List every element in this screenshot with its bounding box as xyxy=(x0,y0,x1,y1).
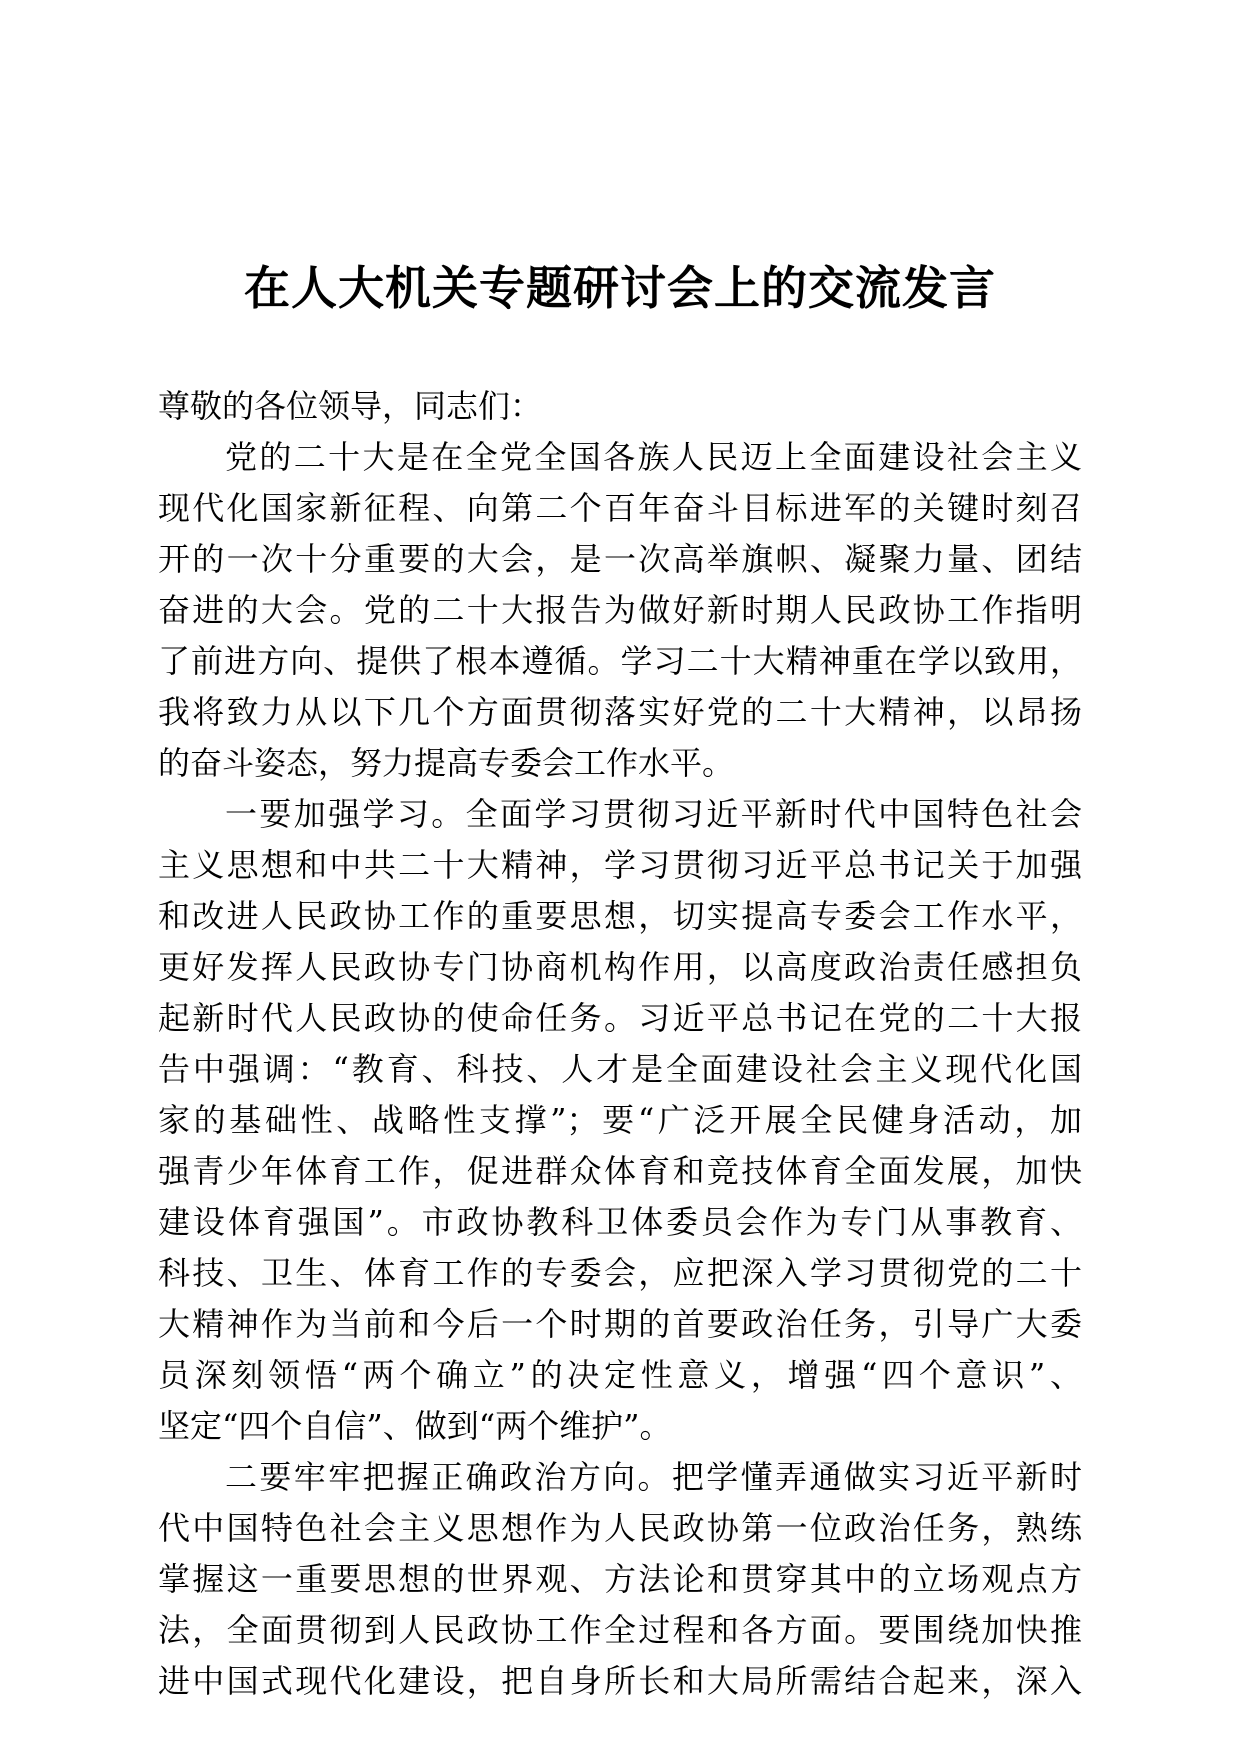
paragraph-line: 了前进方向、提供了根本遵循。学习二十大精神重在学以致用， xyxy=(158,642,1082,680)
paragraph-line: 一要加强学习。全面学习贯彻习近平新时代中国特色社会 xyxy=(225,795,1082,833)
paragraph-line: 的奋斗姿态，努力提高专委会工作水平。 xyxy=(158,744,735,782)
paragraph-line: 掌握这一重要思想的世界观、方法论和贯穿其中的立场观点方 xyxy=(158,1560,1082,1598)
paragraph-2 xyxy=(158,789,1082,1452)
paragraph-line: 开的一次十分重要的大会，是一次高举旗帜、凝聚力量、团结 xyxy=(158,540,1082,578)
paragraph-line: 家的基础性、战略性支撑”；要“广泛开展全民健身活动，加 xyxy=(158,1101,1082,1139)
paragraph-line: 二要牢牢把握正确政治方向。把学懂弄通做实习近平新时 xyxy=(225,1458,1082,1496)
paragraph-line: 更好发挥人民政协专门协商机构作用，以高度政治责任感担负 xyxy=(158,948,1082,986)
paragraph-line: 坚定“四个自信”、做到“两个维护”。 xyxy=(158,1407,672,1445)
paragraph-line: 和改进人民政协工作的重要思想，切实提高专委会工作水平， xyxy=(158,897,1082,935)
paragraph-line: 法，全面贯彻到人民政协工作全过程和各方面。要围绕加快推 xyxy=(158,1611,1082,1649)
paragraph-3 xyxy=(158,1452,1082,1707)
paragraph-line: 奋进的大会。党的二十大报告为做好新时期人民政协工作指明 xyxy=(158,591,1082,629)
paragraph-1 xyxy=(158,432,1082,789)
paragraph-line: 科技、卫生、体育工作的专委会，应把深入学习贯彻党的二十 xyxy=(158,1254,1082,1292)
paragraph-line: 代中国特色社会主义思想作为人民政协第一位政治任务，熟练 xyxy=(158,1509,1082,1547)
document-title: 在人大机关专题研讨会上的交流发言 xyxy=(244,261,996,315)
paragraph-line: 大精神作为当前和今后一个时期的首要政治任务，引导广大委 xyxy=(158,1305,1082,1343)
paragraph-line: 建设体育强国”。市政协教科卫体委员会作为专门从事教育、 xyxy=(158,1203,1082,1241)
paragraph-line: 员深刻领悟“两个确立”的决定性意义，增强“四个意识”、 xyxy=(158,1356,1082,1394)
paragraph-line: 进中国式现代化建设，把自身所长和大局所需结合起来，深入 xyxy=(158,1662,1082,1700)
paragraph-line: 起新时代人民政协的使命任务。习近平总书记在党的二十大报 xyxy=(158,999,1082,1037)
paragraph-line: 主义思想和中共二十大精神，学习贯彻习近平总书记关于加强 xyxy=(158,846,1082,884)
document-body xyxy=(158,381,1082,1707)
paragraph-line: 强青少年体育工作，促进群众体育和竞技体育全面发展，加快 xyxy=(158,1152,1082,1190)
paragraph-line: 现代化国家新征程、向第二个百年奋斗目标进军的关键时刻召 xyxy=(158,489,1082,527)
paragraph-line: 我将致力从以下几个方面贯彻落实好党的二十大精神，以昂扬 xyxy=(158,693,1082,731)
paragraph-line: 党的二十大是在全党全国各族人民迈上全面建设社会主义 xyxy=(225,438,1082,476)
paragraph-line: 告中强调：“教育、科技、人才是全面建设社会主义现代化国 xyxy=(158,1050,1082,1088)
salutation: 尊敬的各位领导，同志们： xyxy=(158,387,543,425)
